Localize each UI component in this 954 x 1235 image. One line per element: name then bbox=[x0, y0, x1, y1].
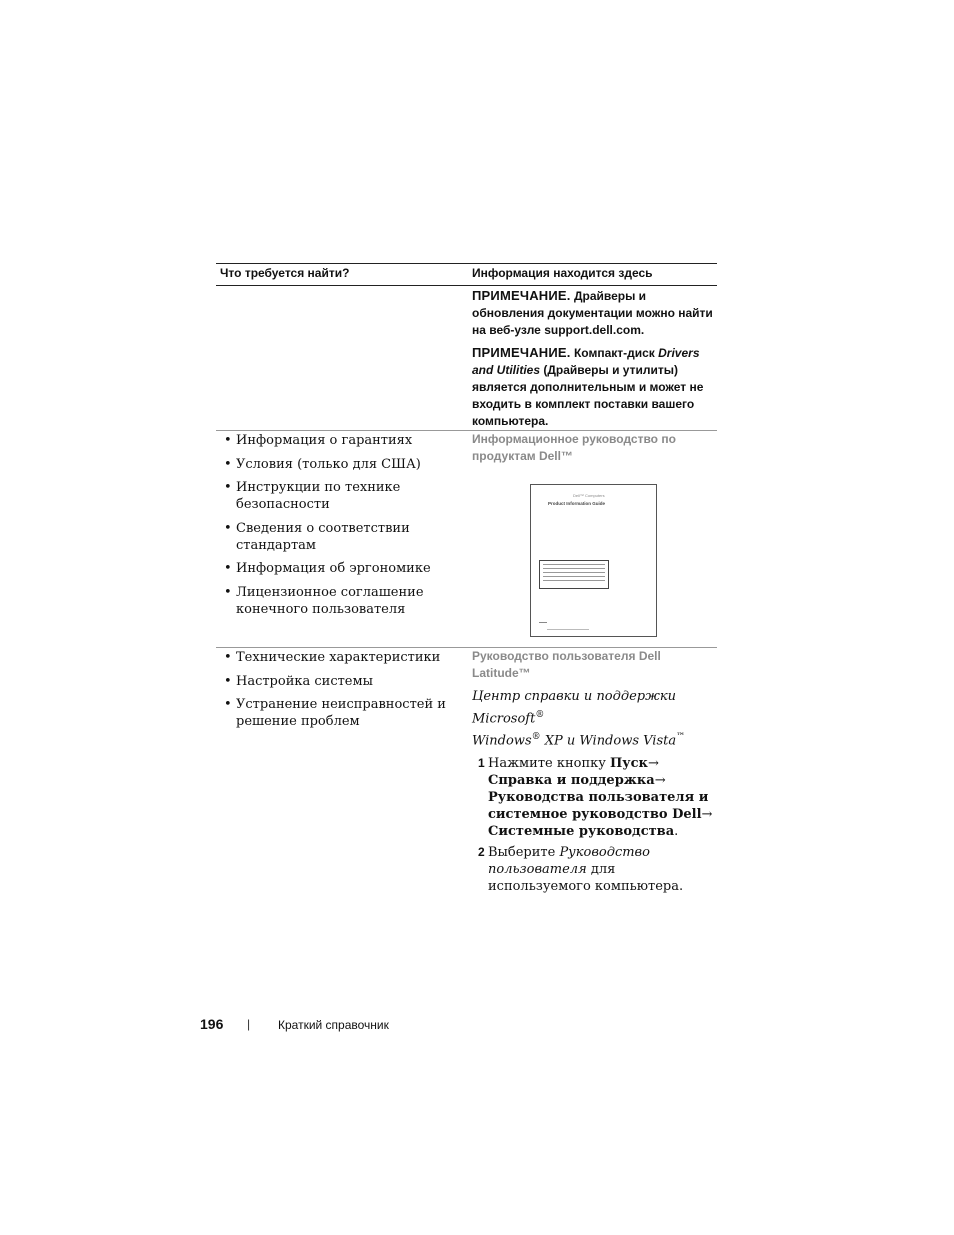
header-rule bbox=[216, 285, 717, 286]
note-italic: Drivers and Utilities bbox=[472, 346, 700, 377]
source-title: Информационное руководство по продуктам Dell™ bbox=[472, 432, 676, 463]
row3-list bbox=[220, 649, 468, 730]
note-label: ПРИМЕЧАНИЕ. bbox=[472, 288, 571, 303]
list-item: • Технические характеристики bbox=[224, 650, 441, 665]
note-text: (Драйверы и утилиты) является дополнительным и может не входить в комплект поставки вашего компьютера. bbox=[472, 363, 704, 428]
note-drivers bbox=[472, 287, 717, 339]
col-header-left: Что требуется найти? bbox=[220, 266, 350, 280]
footer-separator: | bbox=[247, 1017, 251, 1031]
list-item: • Устранение неисправностей и решение проблем bbox=[224, 697, 446, 729]
note-label: ПРИМЕЧАНИЕ. bbox=[472, 345, 571, 360]
table-top-rule bbox=[216, 263, 717, 264]
list-item: • Настройка системы bbox=[224, 673, 373, 689]
thumbnail-title: Product Information Guide bbox=[548, 501, 605, 506]
thumbnail-warning-box bbox=[539, 560, 609, 589]
note-text: Компакт-диск bbox=[570, 346, 659, 360]
step-item: 1 Нажмите кнопку Пуск→ Справка и поддержка→ Руководства пользователя и системное руководство Dell→ Системные руководства. bbox=[478, 755, 713, 839]
row2-right-cell bbox=[472, 431, 717, 465]
row2-list bbox=[220, 432, 468, 618]
row3-right-cell bbox=[472, 648, 717, 899]
steps-list bbox=[472, 755, 717, 895]
footer-title: Краткий справочник bbox=[278, 1018, 389, 1032]
product-guide-thumbnail bbox=[530, 484, 657, 637]
thumbnail-footer-mark bbox=[539, 622, 547, 623]
source-title: Руководство пользователя Dell Latitude™ bbox=[472, 649, 661, 680]
list-item: • Информация об эргономике bbox=[224, 561, 431, 576]
row3-left-cell bbox=[220, 649, 468, 737]
thumbnail-brand: Dell™ Computers bbox=[573, 493, 605, 498]
row2-left-cell bbox=[220, 432, 468, 624]
list-item: • Сведения о соответствии стандартам bbox=[224, 520, 410, 553]
help-center-title: Центр справки и поддержки Microsoft® Windows® XP и Windows Vista™ bbox=[472, 689, 686, 749]
list-item: • Лицензионное соглашение конечного пользователя bbox=[224, 584, 424, 617]
step-item: 2 Выберите Руководство пользователя для используемого компьютера. bbox=[478, 844, 684, 894]
col-header-right: Информация находится здесь bbox=[472, 266, 653, 280]
list-item: • Условия (только для США) bbox=[224, 456, 421, 472]
list-item: • Информация о гарантиях bbox=[224, 433, 413, 448]
list-item: • Инструкции по технике безопасности bbox=[224, 480, 401, 512]
page-number: 196 bbox=[200, 1016, 224, 1032]
row1-right-cell bbox=[472, 287, 717, 435]
note-text: Драйверы и обновления документации можно найти на веб-узле support.dell.com. bbox=[472, 289, 713, 337]
note-cd bbox=[472, 344, 717, 430]
thumbnail-footer-line bbox=[547, 629, 589, 630]
